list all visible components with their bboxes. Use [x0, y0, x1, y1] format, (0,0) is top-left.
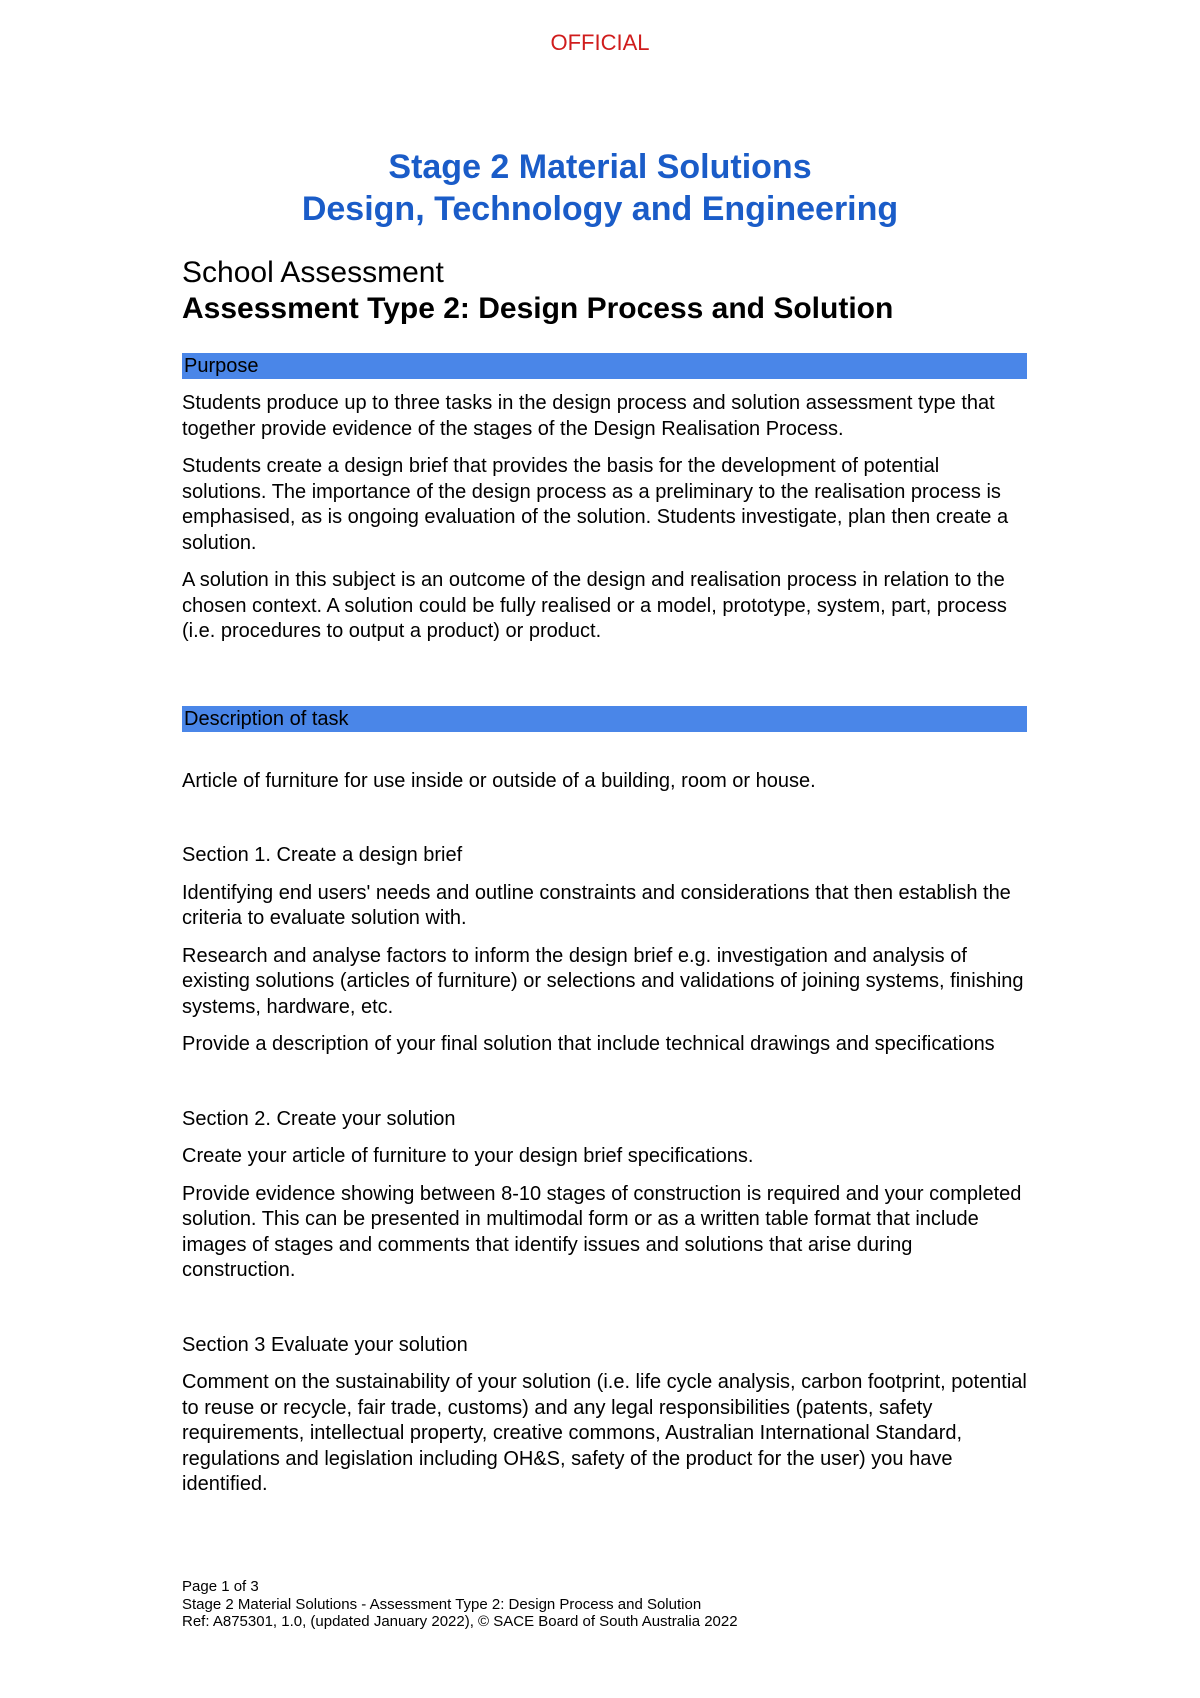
school-assessment-label: School Assessment: [182, 256, 444, 289]
title-line-1: Stage 2 Material Solutions: [388, 148, 812, 186]
page-number: Page 1 of 3: [182, 1578, 259, 1595]
section-1-paragraph: Identifying end users' needs and outline constraints and considerations that then establish the criteria to evaluate solution with.: [182, 881, 1011, 929]
section-3-paragraph: Comment on the sustainability of your solution (i.e. life cycle analysis, carbon footprint, potential to reuse or recycle, fair trade, customs) and any legal responsibilities (patents, safety requirements, intellectual property, creative commons, Australian International Standard, regulations and legislation including OH&S, safety of the product for the user) you have identified.: [182, 1371, 1027, 1495]
purpose-paragraph: Students produce up to three tasks in the design process and solution assessment type that together provide evidence of the stages of the Design Realisation Process.: [182, 392, 995, 440]
official-classification: OFFICIAL: [550, 30, 650, 55]
document-title: [0, 146, 1200, 230]
section-2-heading: Section 2. Create your solution: [182, 1107, 456, 1130]
section-1-heading: Section 1. Create a design brief: [182, 844, 463, 866]
section-3-heading: Section 3 Evaluate your solution: [182, 1333, 468, 1356]
footer-doc-title: Stage 2 Material Solutions - Assessment Type 2: Design Process and Solution: [182, 1595, 702, 1613]
section-1-paragraph: Research and analyse factors to inform the design brief e.g. investigation and analysis of existing solutions (articles of furniture) or selections and validations of joining systems, finishing systems, hardware, etc.: [182, 944, 1024, 1018]
task-article: Article of furniture for use inside or outside of a building, room or house.: [182, 769, 816, 792]
footer-reference: Ref: A875301, 1.0, (updated January 2022), © SACE Board of South Australia 2022: [182, 1613, 738, 1630]
purpose-paragraph: Students create a design brief that provides the basis for the development of potential solutions. The importance of the design process as a preliminary to the realisation process is emphasised, as is ongoing evaluation of the solution. Students investigate, plan then create a solution.: [182, 455, 1009, 554]
description-heading-bar: Description of task: [182, 706, 1027, 732]
purpose-paragraph: A solution in this subject is an outcome of the design and realisation process in relation to the chosen context. A solution could be fully realised or a model, prototype, system, part, process (i.e. procedures to output a product) or product.: [182, 569, 1007, 642]
document-body: [182, 255, 1027, 1498]
page-footer: [182, 1578, 738, 1631]
title-line-2: Design, Technology and Engineering: [301, 190, 899, 228]
purpose-heading-bar: Purpose: [182, 353, 1027, 379]
section-2-paragraph: Create your article of furniture to your design brief specifications.: [182, 1145, 754, 1167]
section-2-paragraph: Provide evidence showing between 8-10 stages of construction is required and your completed solution. This can be presented in multimodal form or as a written table format that include images of stages and comments that identify issues and solutions that arise during construction.: [182, 1182, 1022, 1281]
assessment-type-heading: Assessment Type 2: Design Process and Solution: [182, 292, 894, 325]
section-1-paragraph: Provide a description of your final solution that include technical drawings and specifications: [182, 1033, 995, 1055]
